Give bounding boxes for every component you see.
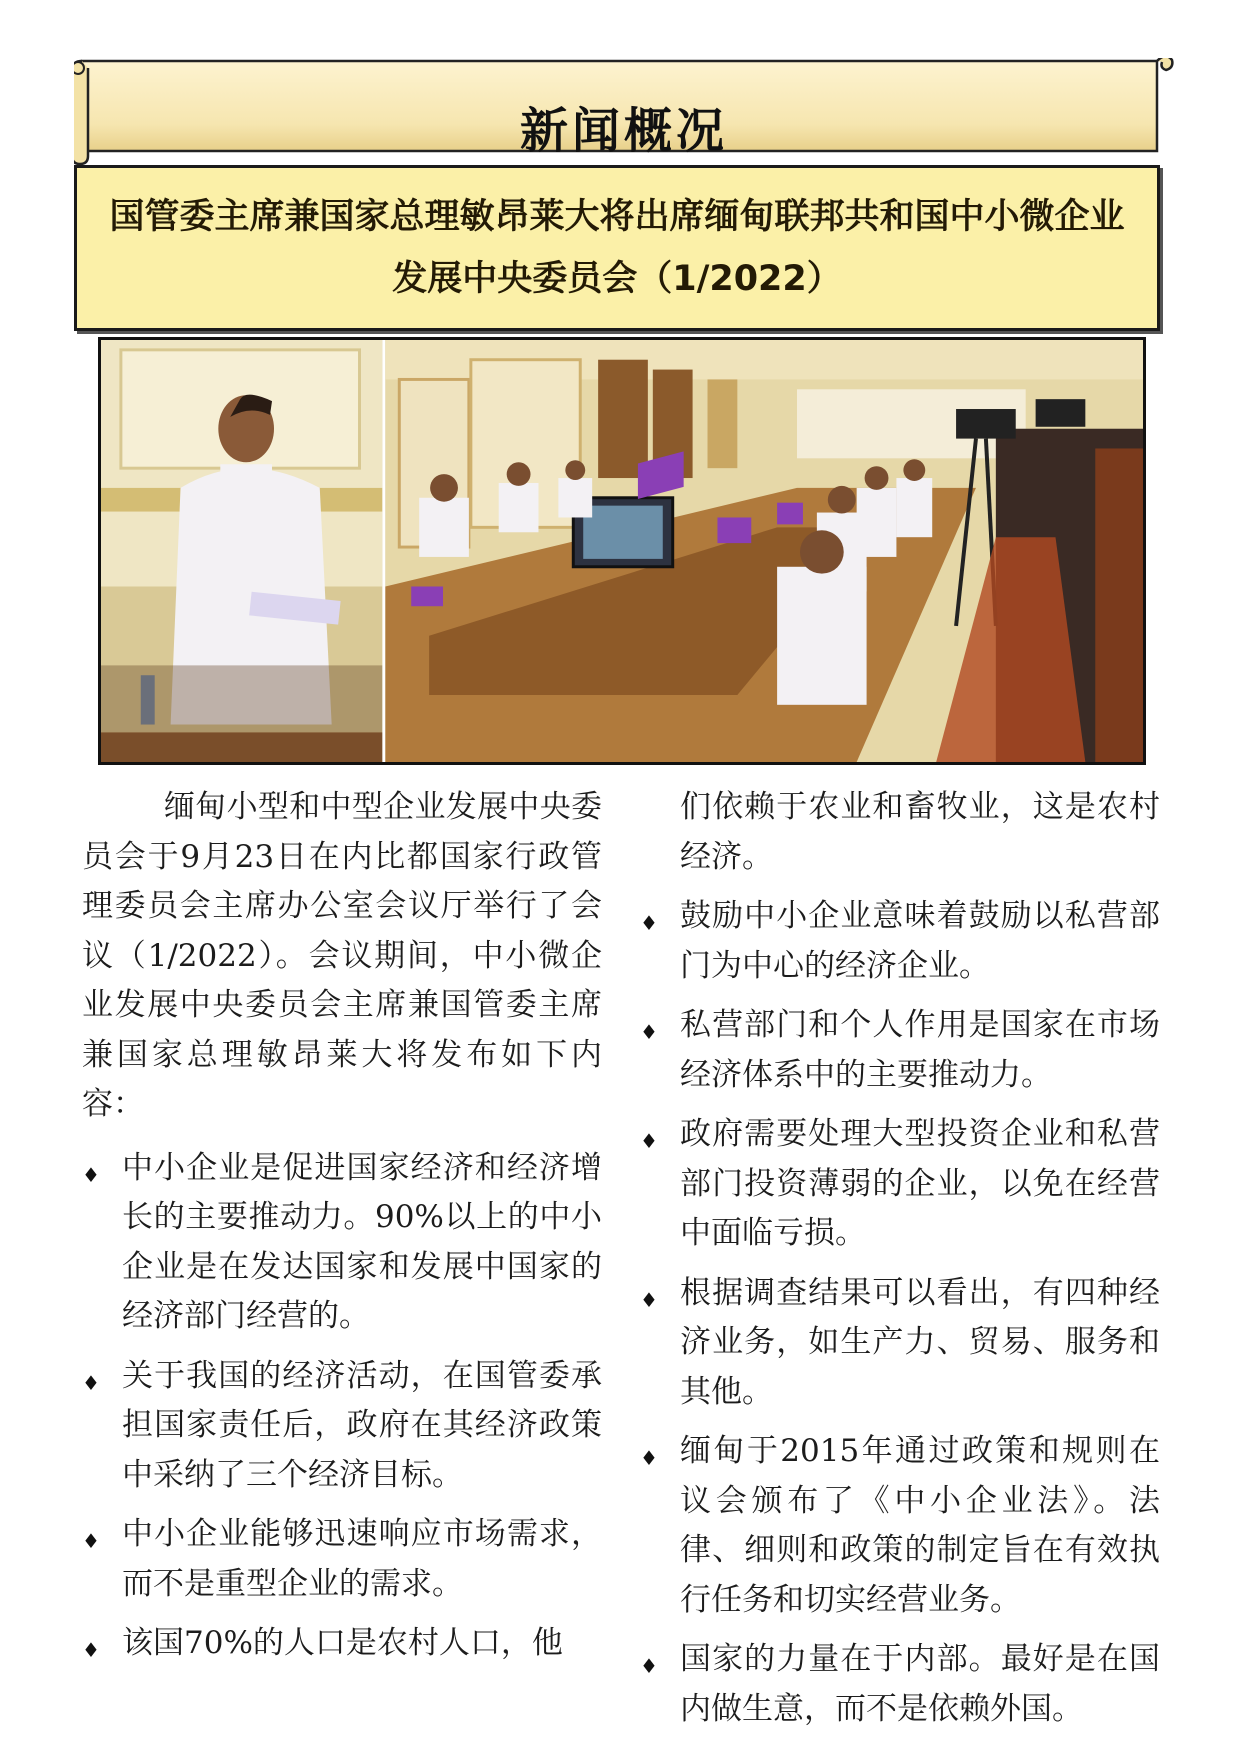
diamond-bullet-icon: ♦ [82,1529,100,1553]
meeting-photo-icon [101,340,1143,762]
diamond-bullet-icon: ♦ [82,1162,100,1187]
diamond-bullet-icon: ♦ [640,911,658,935]
list-item [640,1635,1160,1734]
list-item-text: 政府需要处理大型投资企业和私营部门投资薄弱的企业，以免在经营中面临亏损。 [680,1116,1160,1251]
title-banner [74,58,1174,168]
meeting-photo [98,337,1146,765]
headline: 国管委主席兼国家总理敏昂莱大将出席缅甸联邦共和国中小微企业发展中央委员会（1/2022） [109,197,1125,299]
list-item [640,1427,1160,1625]
list-item-continuation: 们依赖于农业和畜牧业，这是农村经济。 [680,789,1160,875]
list-item [82,1619,602,1669]
list-item-text: 缅甸于2015年通过政策和规则在议会颁布了《中小企业法》。法律、细则和政策的制定旨在有效执行任务和切实经营业务。 [680,1433,1160,1618]
list-item-text: 关于我国的经济活动，在国管委承担国家责任后，政府在其经济政策中采纳了三个经济目标。 [122,1357,602,1493]
diamond-bullet-icon: ♦ [640,1129,658,1153]
list-item [640,1110,1160,1259]
list-item-text: 国家的力量在于内部。最好是在国内做生意，而不是依赖外国。 [680,1641,1160,1727]
list-item [640,1269,1160,1418]
list-item-text: 私营部门和个人作用是国家在市场经济体系中的主要推动力。 [680,1007,1160,1093]
diamond-bullet-icon: ♦ [640,1287,658,1312]
diamond-bullet-icon: ♦ [640,1654,658,1678]
diamond-bullet-icon: ♦ [640,1446,658,1470]
page-title: 新闻概况 [519,103,728,159]
list-item-text: 中小企业能够迅速响应市场需求，而不是重型企业的需求。 [122,1516,602,1602]
diamond-bullet-icon: ♦ [82,1370,100,1395]
list-item [640,892,1160,991]
list-item-text: 鼓励中小企业意味着鼓励以私营部门为中心的经济企业。 [680,898,1160,984]
list-item [82,1352,602,1501]
right-column [640,783,1160,1744]
list-item-text: 该国70%的人口是农村人口，他 [122,1625,563,1661]
left-column [82,783,602,1679]
diamond-bullet-icon: ♦ [82,1638,100,1662]
headline-box [74,165,1160,331]
intro-paragraph: 缅甸小型和中型企业发展中央委员会于9月23日在内比都国家行政管理委员会主席办公室会议厅举行了会议（1/2022）。会议期间，中小微企业发展中央委员会主席兼国管委主席兼国家总理敏昂莱大将发布如下内容： [82,789,602,1122]
diamond-bullet-icon: ♦ [640,1020,658,1044]
list-item [82,1144,602,1342]
list-item-text: 根据调查结果可以看出，有四种经济业务，如生产力、贸易、服务和其他。 [680,1274,1160,1410]
list-item [82,1510,602,1609]
list-item-text: 中小企业是促进国家经济和经济增长的主要推动力。90%以上的中小企业是在发达国家和发展中国家的经济部门经营的。 [122,1149,602,1334]
list-item [640,1001,1160,1100]
